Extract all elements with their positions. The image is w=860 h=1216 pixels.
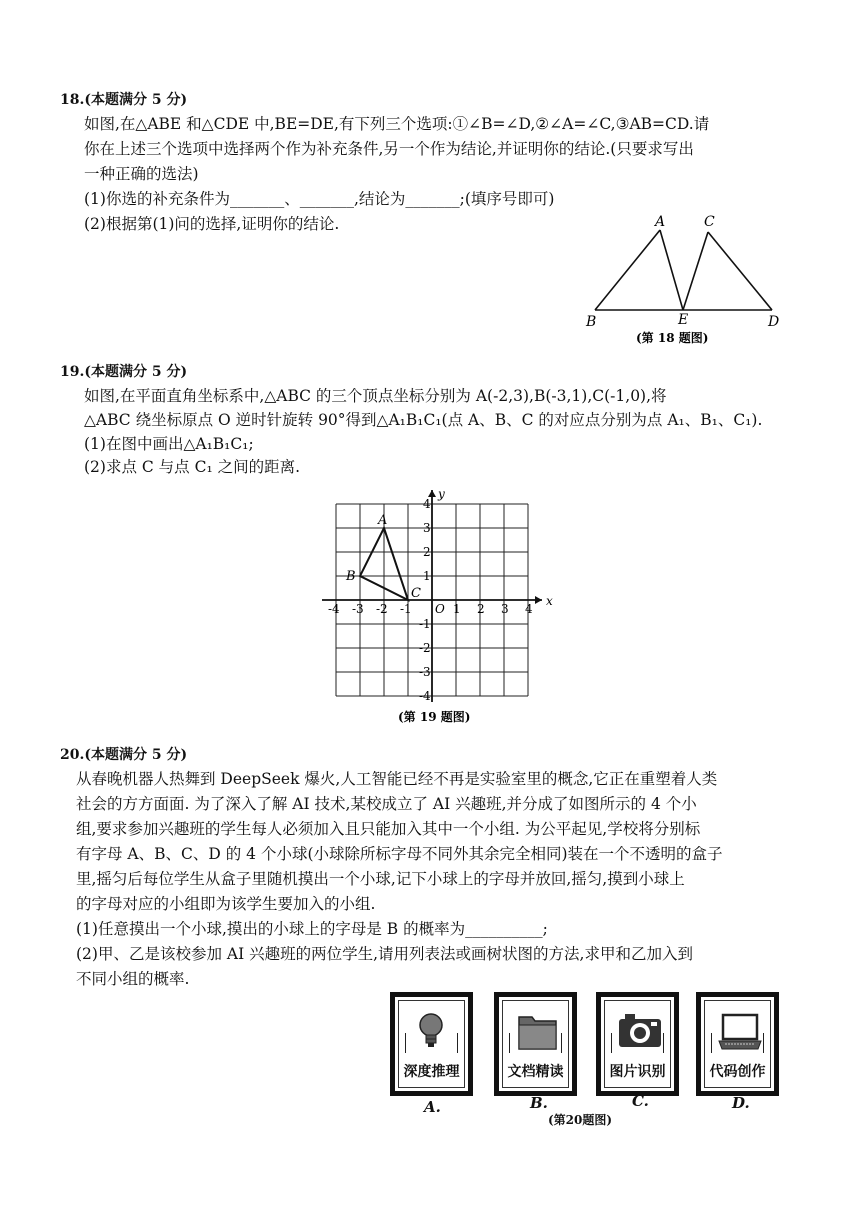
q18-segment-cd bbox=[708, 232, 772, 310]
q20-text-line2: 社会的方方面面. 为了深入了解 AI 技术,某校成立了 AI 兴趣班,并分成了如图所示的 4 个小 bbox=[76, 795, 697, 813]
q18-label-b: B bbox=[586, 314, 597, 330]
x-tick-label: -4 bbox=[328, 602, 340, 616]
group-card-a bbox=[390, 992, 473, 1096]
q19-axis-y-label: y bbox=[438, 490, 445, 501]
q20-part1: (1)任意摸出一个小球,摸出的小球上的字母是 B 的概率为__________; bbox=[76, 920, 548, 938]
q20-part2-line2: 不同小组的概率. bbox=[76, 970, 190, 988]
q18-text-line2: 你在上述三个选项中选择两个作为补充条件,另一个作为结论,并证明你的结论.(只要求写出 bbox=[84, 140, 694, 158]
q18-label-a: A bbox=[655, 214, 666, 230]
q19-part2: (2)求点 C 与点 C₁ 之间的距离. bbox=[84, 458, 301, 476]
y-tick-label: -1 bbox=[419, 617, 431, 631]
x-tick-label: 4 bbox=[525, 602, 533, 616]
q20-caption: (第20题图) bbox=[548, 1113, 613, 1127]
group-card-b-letter: B. bbox=[530, 1094, 548, 1112]
q18-segment-ec bbox=[683, 232, 708, 310]
q20-text-line3: 组,要求参加兴趣班的学生每人必须加入且只能加入其中一个小组. 为公平起见,学校将分别标 bbox=[76, 820, 701, 838]
q19-caption: (第 19 题图) bbox=[398, 710, 471, 724]
q19-origin-label: O bbox=[435, 602, 445, 616]
q19-text-line2: △ABC 绕坐标原点 O 逆时针旋转 90°得到△A₁B₁C₁(点 A、B、C 的对应点分别为点 A₁、B₁、C₁). bbox=[84, 411, 763, 429]
lightbulb-icon bbox=[413, 1009, 449, 1053]
q20-text-line5: 里,摇匀后每位学生从盒子里随机摸出一个小球,记下小球上的字母并放回,摇匀,摸到小球上 bbox=[76, 870, 685, 888]
group-card-a-label: 深度推理 bbox=[403, 1064, 460, 1080]
group-card-c-label: 图片识别 bbox=[609, 1064, 666, 1080]
q19-axis-x-label: x bbox=[546, 594, 553, 608]
y-tick-label: 4 bbox=[423, 497, 431, 511]
q18-segment-ba bbox=[595, 230, 660, 310]
group-card-d bbox=[696, 992, 779, 1096]
x-tick-label: -1 bbox=[400, 602, 412, 616]
laptop-icon bbox=[717, 1013, 763, 1053]
folder-icon bbox=[516, 1009, 560, 1053]
q18-label-e: E bbox=[678, 312, 689, 328]
group-card-d-label: 代码创作 bbox=[709, 1064, 766, 1080]
q18-segment-ae bbox=[660, 230, 683, 310]
q20-text-line6: 的字母对应的小组即为该学生要加入的小组. bbox=[76, 895, 376, 913]
q18-header: 18.(本题满分 5 分) bbox=[60, 92, 188, 108]
group-card-c-letter: C. bbox=[632, 1092, 649, 1110]
q19-part1: (1)在图中画出△A₁B₁C₁; bbox=[84, 435, 254, 453]
q18-label-d: D bbox=[768, 314, 780, 330]
q20-part2-line1: (2)甲、乙是该校参加 AI 兴趣班的两位学生,请用列表法或画树状图的方法,求甲和乙加入到 bbox=[76, 945, 693, 963]
q18-text-line3: 一种正确的选法) bbox=[84, 165, 199, 183]
group-card-b bbox=[494, 992, 577, 1096]
vertex-label-c: C bbox=[411, 586, 421, 601]
x-tick-label: 2 bbox=[477, 602, 485, 616]
group-card-d-letter: D. bbox=[732, 1094, 750, 1112]
q20-text-line4: 有字母 A、B、C、D 的 4 个小球(小球除所标字母不同外其余完全相同)装在一个不透明的盒子 bbox=[76, 845, 723, 863]
vertex-label-b: B bbox=[346, 569, 356, 584]
q19-text-line1: 如图,在平面直角坐标系中,△ABC 的三个顶点坐标分别为 A(-2,3),B(-3,1),C(-1,0),将 bbox=[84, 387, 667, 405]
group-card-c bbox=[596, 992, 679, 1096]
x-axis-arrow bbox=[535, 596, 542, 604]
q19-header: 19.(本题满分 5 分) bbox=[60, 364, 188, 380]
y-tick-label: 3 bbox=[423, 521, 431, 535]
x-tick-label: 1 bbox=[453, 602, 461, 616]
q20-text-line1: 从春晚机器人热舞到 DeepSeek 爆火,人工智能已经不再是实验室里的概念,它正在重塑着人类 bbox=[76, 770, 718, 788]
camera-icon bbox=[617, 1011, 663, 1051]
x-tick-label: 3 bbox=[501, 602, 509, 616]
q18-part2: (2)根据第(1)问的选择,证明你的结论. bbox=[84, 215, 340, 233]
y-tick-label: -2 bbox=[419, 641, 431, 655]
x-tick-label: -2 bbox=[376, 602, 388, 616]
q19-coordinate-grid bbox=[310, 490, 560, 728]
y-tick-label: 1 bbox=[423, 569, 431, 583]
group-card-b-label: 文档精读 bbox=[507, 1064, 564, 1080]
q18-caption: (第 18 题图) bbox=[636, 331, 709, 345]
q20-header: 20.(本题满分 5 分) bbox=[60, 747, 188, 763]
y-axis-arrow bbox=[428, 490, 436, 497]
q18-part1: (1)你选的补充条件为_______、_______,结论为_______;(填序号即可) bbox=[84, 190, 555, 208]
group-card-a-letter: A. bbox=[424, 1098, 441, 1116]
y-tick-label: -4 bbox=[419, 689, 431, 703]
q18-label-c: C bbox=[704, 214, 715, 230]
vertex-label-a: A bbox=[378, 513, 388, 528]
q18-text-line1: 如图,在△ABE 和△CDE 中,BE=DE,有下列三个选项:①∠B=∠D,②∠A=∠C,③AB=CD.请 bbox=[84, 115, 710, 133]
x-tick-label: -3 bbox=[352, 602, 364, 616]
y-tick-label: 2 bbox=[423, 545, 431, 559]
y-tick-label: -3 bbox=[419, 665, 431, 679]
q18-figure bbox=[580, 212, 790, 347]
